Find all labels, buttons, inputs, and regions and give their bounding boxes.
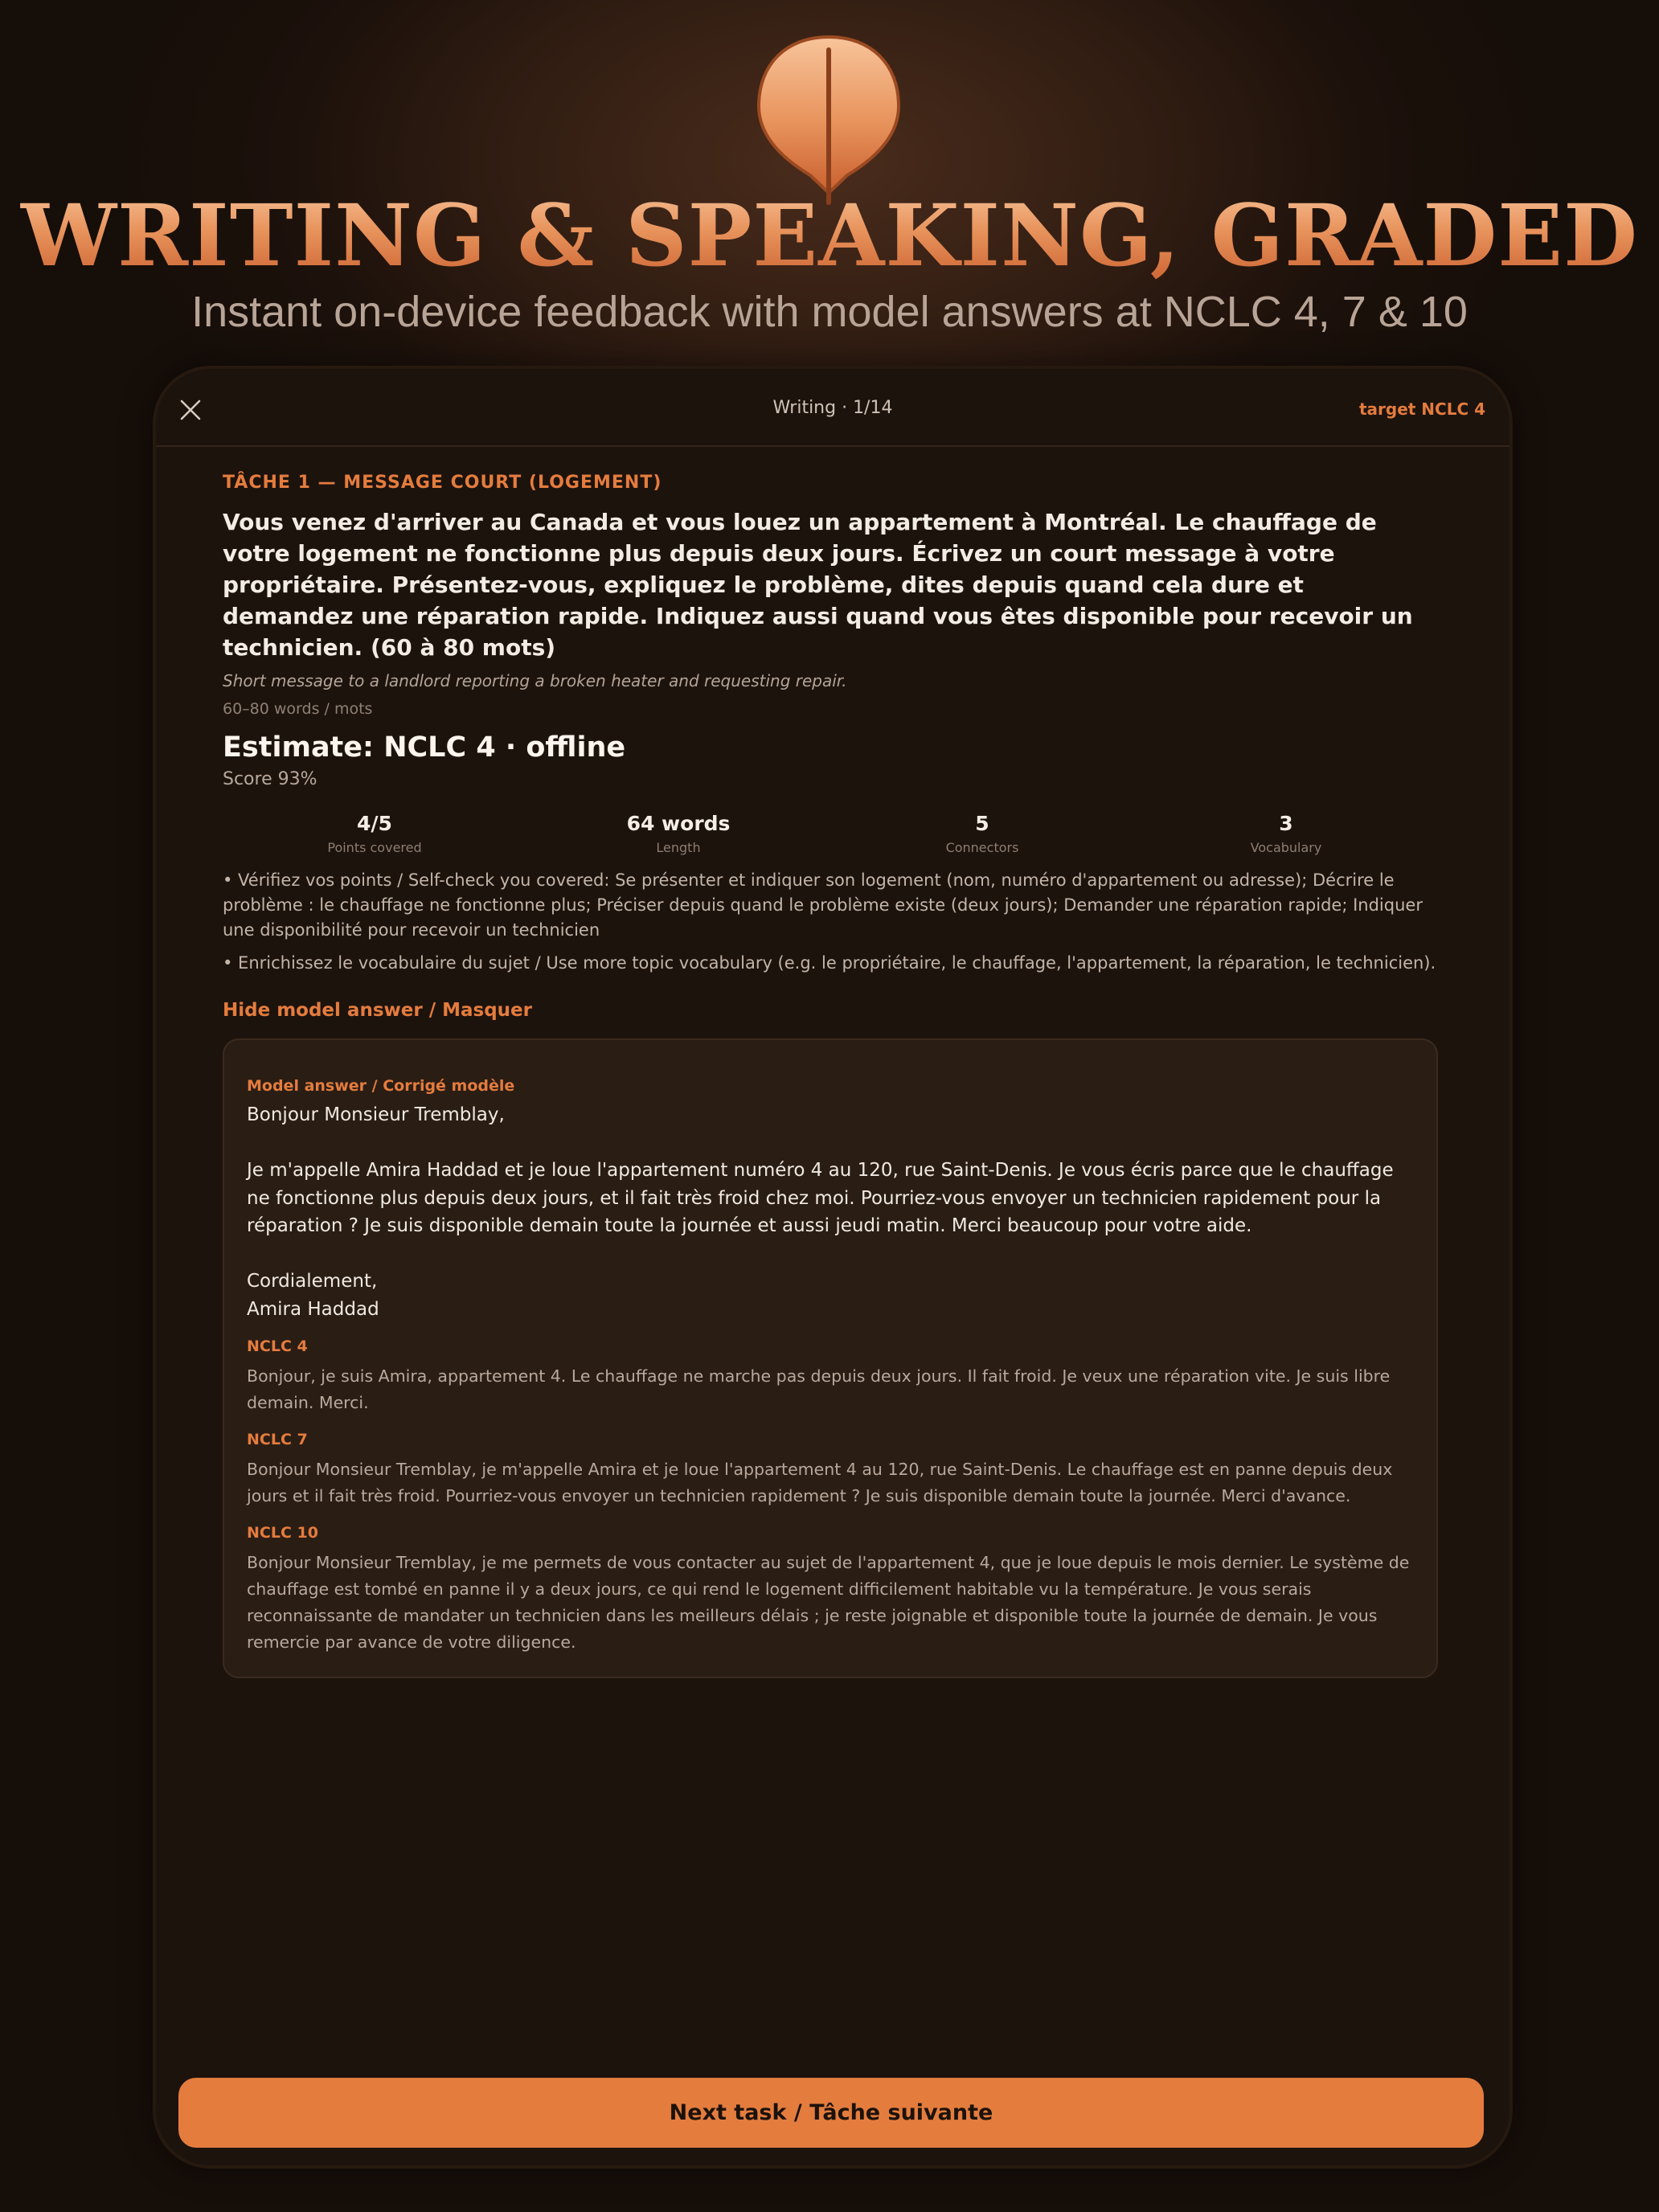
metric-length xyxy=(526,812,830,855)
task-tag: TÂCHE 1 — MESSAGE COURT (LOGEMENT) xyxy=(223,473,662,493)
score-text: Score 93% xyxy=(223,769,317,789)
task-prompt: Vous venez d'arriver au Canada et vous louez un appartement à Montréal. Le chauffage de votre logement ne fonctionne plus depuis deux jours. Écrivez un court message à votre propriétaire. Présentez-vous, expliquez le problème, dites depuis quand cela dure et demandez une réparation rapide. Indiquez aussi quand vous êtes disponible pour recevoir un technicien. (60 à 80 mots) xyxy=(223,509,1413,661)
leaf-logo-icon xyxy=(754,32,903,205)
level-text-nclc4: Bonjour, je suis Amira, appartement 4. Le chauffage ne marche pas depuis deux jours. Il fait froid. Je veux une réparation vite. Je suis libre demain. Merci. xyxy=(247,1366,1391,1412)
hide-model-answer-link[interactable]: Hide model answer / Masquer xyxy=(223,1000,532,1021)
model-answer-panel xyxy=(223,1038,1438,1678)
level-heading-nclc4: NCLC 4 xyxy=(247,1337,308,1355)
word-range: 60–80 words / mots xyxy=(223,700,373,718)
metric-connectors xyxy=(830,812,1134,855)
model-answer-heading: Model answer / Corrigé modèle xyxy=(247,1077,515,1095)
feedback-tip: • Enrichissez le vocabulaire du sujet / Use more topic vocabulary (e.g. le propriétaire, le chauffage, l'appartement, la réparation, le technicien). xyxy=(223,953,1436,973)
level-text-nclc7: Bonjour Monsieur Tremblay, je m'appelle Amira et je loue l'appartement 4 au 120, rue Saint-Denis. Le chauffage est en panne depuis deux jours et il fait très froid. Pourriez-vous envoyer un technicien rapidement ? Je suis disponible demain toute la journée. Merci d'avance. xyxy=(247,1460,1393,1505)
metric-value: 5 xyxy=(975,812,989,835)
model-answer-text: Bonjour Monsieur Tremblay, Je m'appelle Amira Haddad et je loue l'appartement numéro 4 au 120, rue Saint-Denis. Je vous écris parce que le chauffage ne fonctionne plus depuis deux jours, et il fait très froid chez moi. Pourriez-vous envoyer un technicien rapidement pour la réparation ? Je suis disponible demain toute la journée et aussi jeudi matin. Merci beaucoup pour votre aide. Cordialement, Amira Haddad xyxy=(247,1104,1394,1320)
metric-vocabulary xyxy=(1134,812,1438,855)
metric-value: 64 words xyxy=(626,812,731,835)
metric-value: 3 xyxy=(1279,812,1293,835)
metric-points xyxy=(223,812,526,855)
progress-title: Writing · 1/14 xyxy=(772,398,893,418)
hero-subtitle: Instant on-device feedback with model answers at NCLC 4, 7 & 10 xyxy=(191,288,1468,336)
hero-title: WRITING & SPEAKING, GRADED xyxy=(0,183,1659,288)
level-text-nclc10: Bonjour Monsieur Tremblay, je me permets de vous contacter au sujet de l'appartement 4, que je loue depuis le mois dernier. Le système de chauffage est tombé en panne il y a deux jours, ce qui rend le logement difficilement habitable vu la température. Je vous serais reconnaissante de mandater un technicien dans les meilleurs délais ; je reste joignable et disponible toute la journée de demain. Je vous remercie par avance de votre diligence. xyxy=(247,1553,1410,1652)
app-window xyxy=(153,366,1513,2169)
metrics-row xyxy=(223,812,1438,855)
metric-label: Length xyxy=(656,840,701,855)
task-translation: Short message to a landlord reporting a broken heater and requesting repair. xyxy=(223,671,847,690)
level-heading-nclc10: NCLC 10 xyxy=(247,1524,318,1542)
feedback-tip: • Vérifiez vos points / Self-check you covered: Se présenter et indiquer son logement (nom, numéro d'appartement ou adresse); Décrire le problème : le chauffage ne fonctionne plus; Préciser depuis quand le problème existe (deux jours); Demander une réparation rapide; Indiquer une disponibilité pour recevoir un technicien xyxy=(223,870,1423,940)
level-heading-nclc7: NCLC 7 xyxy=(247,1431,308,1448)
metric-value: 4/5 xyxy=(357,812,392,835)
task-content xyxy=(223,471,1438,1678)
metric-label: Connectors xyxy=(945,840,1019,855)
next-task-button[interactable]: Next task / Tâche suivante xyxy=(178,2078,1484,2148)
metric-label: Vocabulary xyxy=(1250,840,1322,855)
target-level-badge: target NCLC 4 xyxy=(1358,399,1485,419)
estimate-heading: Estimate: NCLC 4 · offline xyxy=(223,731,626,764)
hero-banner xyxy=(0,0,1659,354)
metric-label: Points covered xyxy=(327,840,422,855)
top-bar xyxy=(156,369,1509,447)
